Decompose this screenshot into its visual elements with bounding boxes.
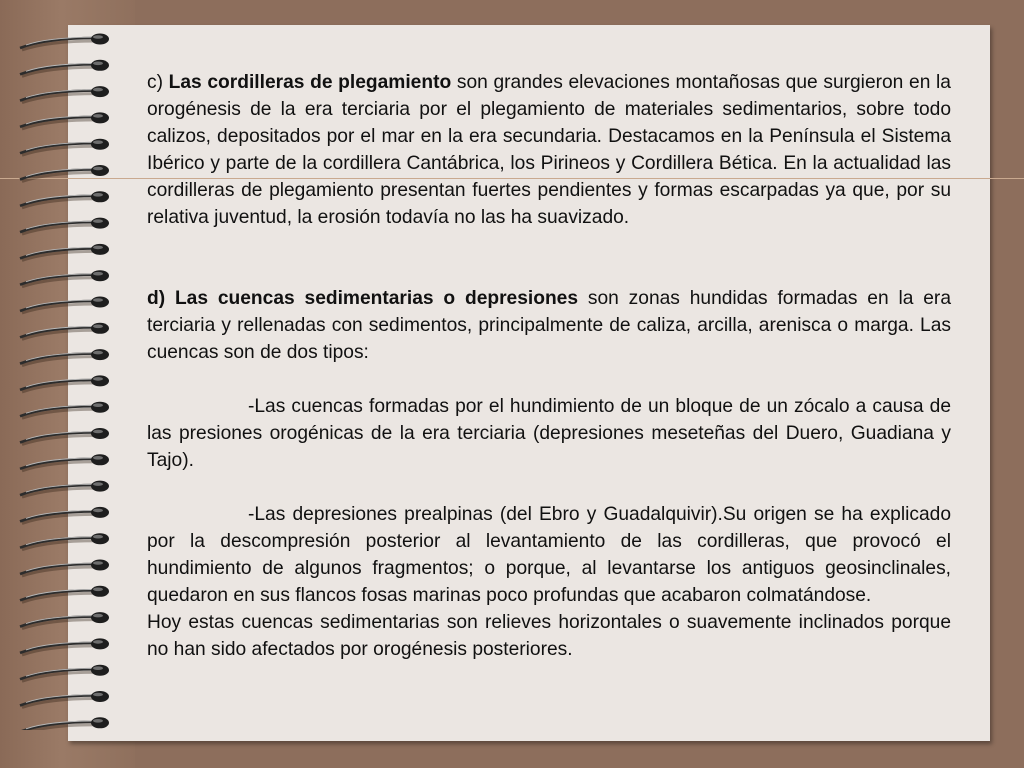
spiral-binding xyxy=(18,30,118,730)
spiral-ring xyxy=(20,428,109,445)
spiral-ring xyxy=(20,560,109,577)
spiral-ring xyxy=(20,612,109,629)
section-d-body: son zonas hundidas formadas en la era terciaria y rellenadas con sedimentos, principalmente de caliza, arcilla, arenisca o marga. Las cuencas son de dos tipos: xyxy=(147,288,951,363)
spiral-ring xyxy=(20,375,109,392)
section-d-heading: d) Las cuencas sedimentarias o depresiones xyxy=(147,288,579,309)
spiral-ring xyxy=(20,34,109,51)
spiral-ring xyxy=(20,717,109,730)
section-c-body: son grandes elevaciones montañosas que surgieron en la orogénesis de la era terciaria por el plegamiento de materiales sedimentarios, sobre todo calizos, depositados por el mar en la era secundaria. Destacamos en la Península el Sistema Ibérico y parte de la cordillera Cantábrica, los Pirineos y Cordillera Bética. En la actualidad las cordilleras de plegamiento presentan fuertes pendientes y formas escarpadas ya que, por su relativa juventud, la erosión todavía no las ha suavizado. xyxy=(147,72,951,228)
spiral-ring xyxy=(20,139,109,156)
spiral-ring xyxy=(20,244,109,261)
spiral-ring xyxy=(20,481,109,498)
spiral-ring xyxy=(20,507,109,524)
paragraph-d xyxy=(147,285,951,366)
spiral-ring xyxy=(20,112,109,128)
spiral-ring xyxy=(20,638,109,655)
section-c-label: c) xyxy=(147,72,163,93)
spiral-ring xyxy=(20,270,109,287)
spiral-ring xyxy=(20,349,109,366)
section-c-heading: Las cordilleras de plegamiento xyxy=(168,72,452,93)
spiral-ring xyxy=(20,454,109,471)
closing-paragraph: Hoy estas cuencas sedimentarias son relieves horizontales o suavemente inclinados porque no han sido afectados por orogénesis posteriores. xyxy=(147,612,951,660)
spiral-ring xyxy=(20,533,109,550)
basin-type-2: -Las depresiones prealpinas (del Ebro y Guadalquivir).Su origen se ha explicado por la descompresión posterior al levantamiento de las cordilleras, que provocó el hundimiento de algunos fragmentos; o porque, al levantarse los antiguos geosinclinales, quedaron en sus flancos fosas marinas poco profundas que acabaron colmatándose. xyxy=(147,504,951,606)
slide-text xyxy=(147,69,951,663)
basin-type-1: -Las cuencas formadas por el hundimiento de un bloque de un zócalo a causa de las presiones orogénicas de la era terciaria (depresiones meseteñas del Duero, Guadiana y Tajo). xyxy=(147,396,951,471)
spiral-ring xyxy=(20,86,109,103)
spiral-ring xyxy=(20,60,109,77)
spiral-ring xyxy=(20,586,109,603)
spiral-ring xyxy=(20,665,109,682)
spiral-ring xyxy=(20,323,109,340)
spiral-ring xyxy=(20,191,109,208)
spiral-ring xyxy=(20,402,109,419)
spiral-ring xyxy=(20,218,109,235)
spiral-ring xyxy=(20,691,109,708)
paragraph-c xyxy=(147,69,951,231)
spiral-ring xyxy=(20,297,109,314)
spiral-ring xyxy=(20,165,109,182)
